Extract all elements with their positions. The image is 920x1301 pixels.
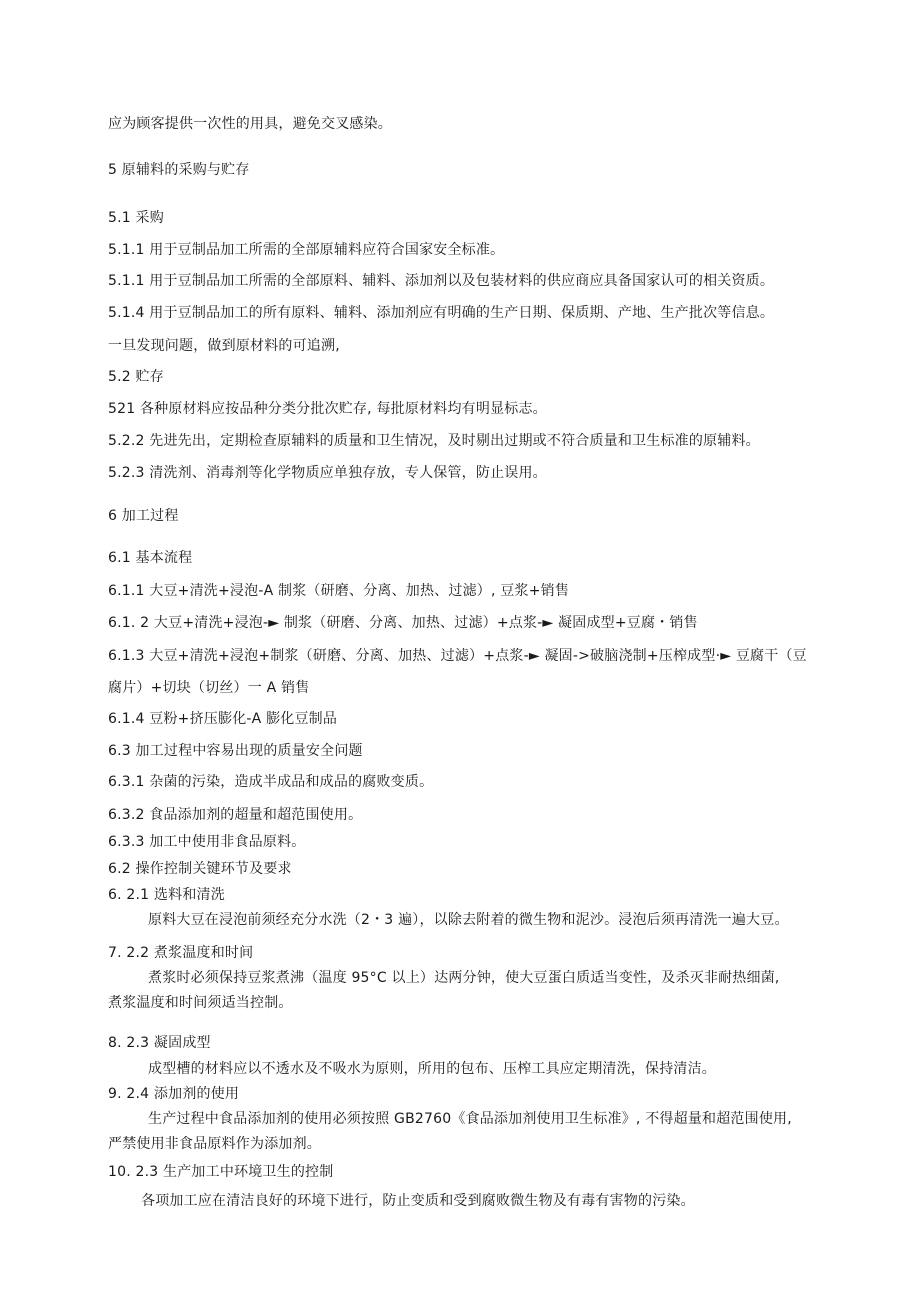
text-line: 6.1. 2 大豆+清洗+浸泡-► 制浆（研磨、分离、加热、过滤）+点浆-► 凝固成型+豆腐・销售 <box>108 615 698 631</box>
text-line: 5.2.2 先进先出，定期检查原辅料的质量和卫生情况，及时剔出过期或不符合质量和卫生标准的原辅料。 <box>108 433 760 449</box>
subsection-heading: 5.1 采购 <box>108 210 164 226</box>
subsection-heading: 5.2 贮存 <box>108 369 164 385</box>
text-line: 6.1.1 大豆+清洗+浸泡-A 制浆（研磨、分离、加热、过滤）, 豆浆+销售 <box>108 583 570 599</box>
text-line: 5.1.4 用于豆制品加工的所有原料、辅料、添加剂应有明确的生产日期、保质期、产地、生产批次等信息。 <box>108 305 775 321</box>
item-heading: 7. 2.2 煮浆温度和时间 <box>108 945 254 961</box>
text-line: 5.1.1 用于豆制品加工所需的全部原辅料应符合国家安全标准。 <box>108 242 505 258</box>
subsection-heading: 6.3 加工过程中容易出现的质量安全问题 <box>108 743 363 759</box>
paragraph-line: 成型槽的材料应以不透水及不吸水为原则，所用的包布、压榨工具应定期清洗，保持清洁。 <box>148 1061 716 1077</box>
item-heading: 8. 2.3 凝固成型 <box>108 1035 211 1051</box>
section-heading: 6 加工过程 <box>108 508 179 524</box>
paragraph-line: 原料大豆在浸泡前须经充分水洗（2・3 遍），以除去附着的微生物和泥沙。浸泡后须再清洗一遍大豆。 <box>148 912 789 928</box>
item-heading: 6. 2.1 选料和清洗 <box>108 887 225 903</box>
text-line: 6.3.2 食品添加剂的超量和超范围使用。 <box>108 807 363 823</box>
paragraph-line: 煮浆时必须保持豆浆煮沸（温度 95°C 以上）达两分钟，使大豆蛋白质适当变性，及杀灭非耐热细菌, <box>148 970 780 986</box>
text-line: 腐片）+切块（切丝）一 A 销售 <box>108 680 310 696</box>
text-line: 5.2.3 清洗剂、消毒剂等化学物质应单独存放，专人保管，防止误用。 <box>108 465 547 481</box>
paragraph-line: 各项加工应在清洁良好的环境下进行，防止变质和受到腐败微生物及有毒有害物的污染。 <box>141 1193 695 1209</box>
text-line: 6.3.1 杂菌的污染，造成半成品和成品的腐败变质。 <box>108 774 434 790</box>
text-line: 6.3.3 加工中使用非食品原料。 <box>108 834 306 850</box>
paragraph-line: 生产过程中食品添加剂的使用必须按照 GB2760《食品添加剂使用卫生标准》, 不得超量和超范围使用, <box>148 1111 792 1127</box>
text-line: 5.1.1 用于豆制品加工所需的全部原料、辅料、添加剂以及包装材料的供应商应具备国家认可的相关资质。 <box>108 273 775 289</box>
paragraph-line: 严禁使用非食品原料作为添加剂。 <box>108 1136 321 1152</box>
text-line: 6.1.3 大豆+清洗+浸泡+制浆（研磨、分离、加热、过滤）+点浆-► 凝固->破脑浇制+压榨成型·► 豆腐干（豆 <box>108 648 807 664</box>
item-heading: 9. 2.4 添加剂的使用 <box>108 1086 240 1102</box>
text-line: 一旦发现问题，做到原材料的可追溯, <box>108 338 340 354</box>
subsection-heading: 6.2 操作控制关键环节及要求 <box>108 861 292 877</box>
subsection-heading: 6.1 基本流程 <box>108 550 193 566</box>
text-line: 6.1.4 豆粉+挤压膨化-A 膨化豆制品 <box>108 711 338 727</box>
section-heading: 5 原辅料的采购与贮存 <box>108 162 250 178</box>
text-line: 应为顾客提供一次性的用具，避免交叉感染。 <box>108 116 392 132</box>
text-line: 521 各种原材料应按品种分类分批次贮存, 每批原材料均有明显标志。 <box>108 401 547 417</box>
item-heading: 10. 2.3 生产加工中环境卫生的控制 <box>108 1164 334 1180</box>
paragraph-line: 煮浆温度和时间须适当控制。 <box>108 995 293 1011</box>
